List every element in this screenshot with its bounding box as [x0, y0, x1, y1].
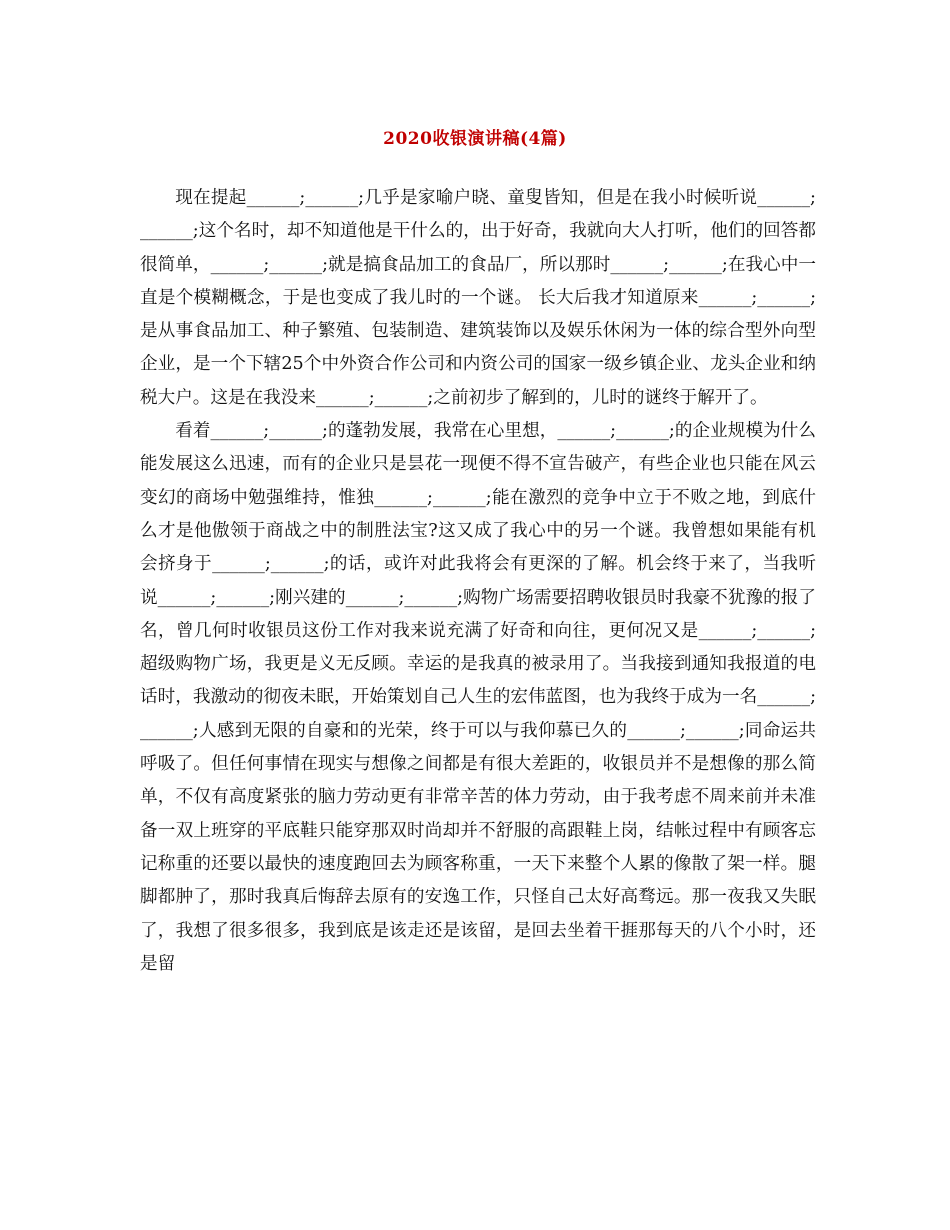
- document-body: [140, 182, 816, 981]
- paragraph-1: 现在提起______;______;几乎是家喻户晓、童叟皆知，但是在我小时候听说______;______;这个名时，却不知道他是干什么的，出于好奇，我就向大人打听，他们的回答都很简单，______;______;就是搞食品加工的食品厂，所以那时______;______;在我心中一直是个模糊概念，于是也变成了我儿时的一个谜。 长大后我才知道原来______;______;是从事食品加工、种子繁殖、包装制造、建筑装饰以及娱乐休闲为一体的综合型外向型企业，是一个下辖25个中外资合作公司和内资公司的国家一级乡镇企业、龙头企业和纳税大户。这是在我没来______;______;之前初步了解到的，儿时的谜终于解开了。: [140, 188, 816, 408]
- document-title: 2020收银演讲稿(4篇): [383, 129, 567, 149]
- paragraph-2: 看着______;______;的蓬勃发展，我常在心里想，______;______;的企业规模为什么能发展这么迅速，而有的企业只是昙花一现便不得不宣告破产，有些企业也只能在风云变幻的商场中勉强维持，惟独______;______;能在激烈的竞争中立于不败之地，到底什么才是他傲领于商战之中的制胜法宝?这又成了我心中的另一个谜。我曾想如果能有机会挤身于______;______;的话，或许对此我将会有更深的了解。机会终于来了，当我听说______;______;刚兴建的______;______;购物广场需要招聘收银员时我豪不犹豫的报了名，曾几何时收银员这份工作对我来说充满了好奇和向往，更何况又是______;______;超级购物广场，我更是义无反顾。幸运的是我真的被录用了。当我接到通知我报道的电话时，我激动的彻夜未眠，开始策划自己人生的宏伟蓝图，也为我终于成为一名______;______;人感到无限的自豪和的光荣，终于可以与我仰慕已久的______;______;同命运共呼吸了。但任何事情在现实与想像之间都是有很大差距的，收银员并不是想像的那么简单，不仅有高度紧张的脑力劳动更有非常辛苦的体力劳动，由于我考虑不周来前并未准备一双上班穿的平底鞋只能穿那双时尚却并不舒服的高跟鞋上岗，结帐过程中有顾客忘记称重的还要以最快的速度跑回去为顾客称重，一天下来整个人累的像散了架一样。腿脚都肿了，那时我真后悔辞去原有的安逸工作，只怪自己太好高骛远。那一夜我又失眠了，我想了很多很多，我到底是该走还是该留，是回去坐着干捱那每天的八个小时，还是留: [140, 421, 816, 974]
